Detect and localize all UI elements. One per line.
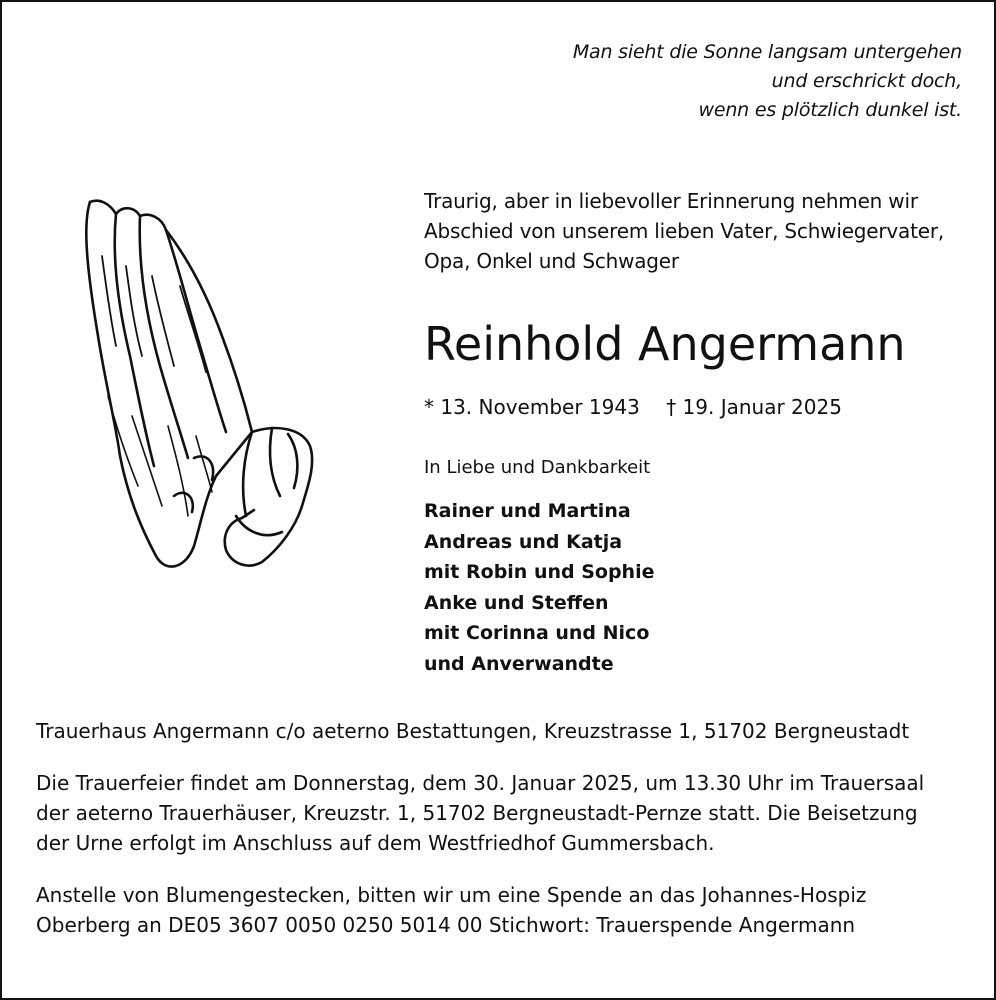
mourner-name: mit Corinna und Nico: [424, 622, 650, 644]
praying-hands-icon: [76, 196, 326, 576]
mourner-name: mit Robin und Sophie: [424, 561, 655, 583]
intro-line: Opa, Onkel und Schwager: [424, 249, 679, 273]
mourner-name: Andreas und Katja: [424, 530, 623, 553]
deceased-name: Reinhold Angermann: [424, 317, 906, 371]
poem-line: Man sieht die Sonne langsam untergehen: [572, 41, 962, 63]
intro-line: Abschied von unserem lieben Vater, Schwiegervater,: [424, 219, 945, 243]
mourner-name: und Anverwandte: [424, 652, 614, 675]
poem-line: wenn es plötzlich dunkel ist.: [698, 99, 962, 121]
birth-date: * 13. November 1943: [424, 395, 640, 419]
mourning-address: Trauerhaus Angermann c/o aeterno Bestattungen, Kreuzstrasse 1, 51702 Bergneustadt: [36, 719, 910, 743]
ceremony-line: Die Trauerfeier findet am Donnerstag, dem 30. Januar 2025, um 13.30 Uhr im Trauersaal: [36, 771, 925, 795]
intro-text: [424, 186, 969, 276]
poem-line: und erschrickt doch,: [771, 70, 962, 92]
intro-line: Traurig, aber in liebevoller Erinnerung nehmen wir: [424, 189, 918, 213]
mourner-name: Anke und Steffen: [424, 591, 609, 614]
donation-line: Anstelle von Blumengestecken, bitten wir um eine Spende an das Johannes-Hospiz: [36, 883, 867, 907]
ceremony-line: der Urne erfolgt im Anschluss auf dem Westfriedhof Gummersbach.: [36, 831, 715, 855]
poem: [573, 38, 962, 125]
death-date: † 19. Januar 2025: [666, 395, 842, 419]
ceremony-line: der aeterno Trauerhäuser, Kreuzstr. 1, 51702 Bergneustadt-Pernze statt. Die Beisetzung: [36, 801, 918, 825]
mourners-heading: In Liebe und Dankbarkeit: [424, 457, 651, 478]
mourner-name: Rainer und Martina: [424, 500, 631, 522]
mourners-list: [424, 496, 654, 679]
life-dates: [424, 392, 842, 422]
donation-line: Oberberg an DE05 3607 0050 0250 5014 00 Stichwort: Trauerspende Angermann: [36, 913, 856, 937]
donation-text: [36, 880, 966, 940]
ceremony-text: [36, 768, 966, 858]
